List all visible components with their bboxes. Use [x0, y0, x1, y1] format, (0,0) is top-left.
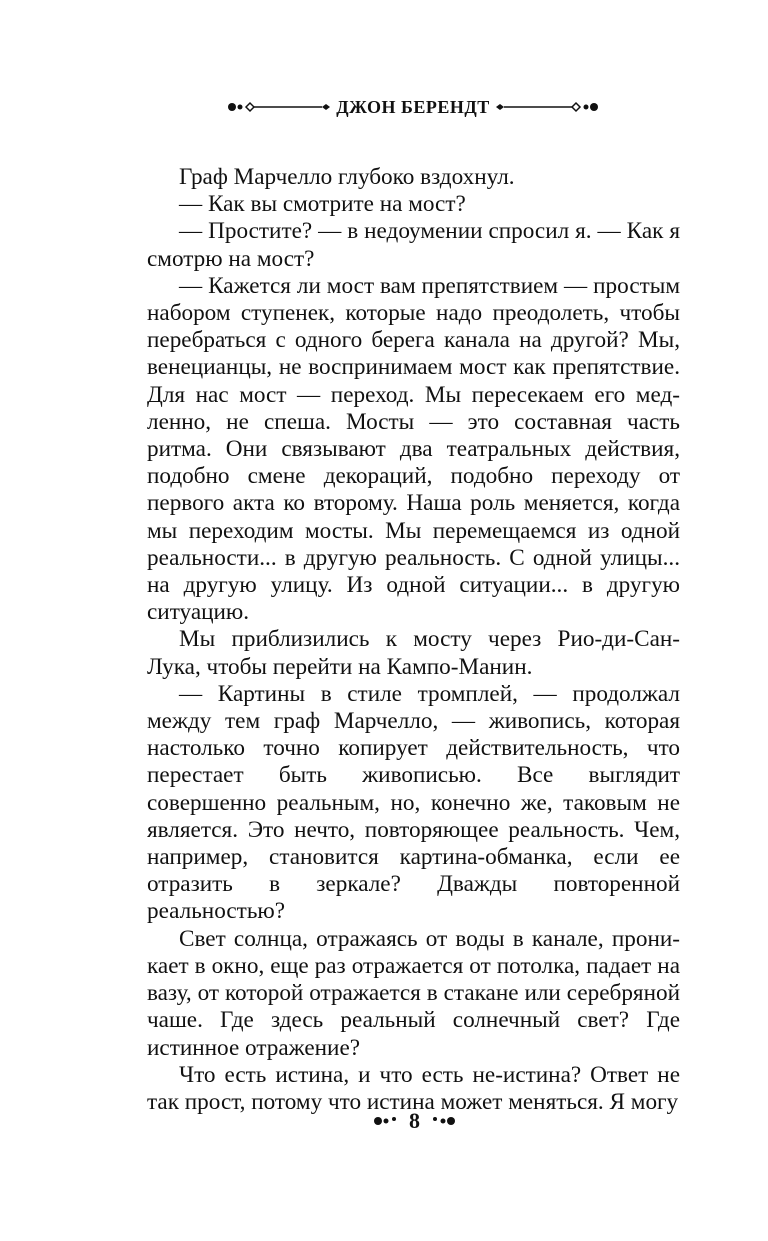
page-number: 8: [409, 1108, 420, 1133]
paragraph: Мы приблизились к мосту через Рио-ди-Сан-Лука, чтобы перейти на Кампо-Манин.: [147, 626, 680, 680]
paragraph: — Картины в стиле тромплей, — продолжал между тем граф Марчелло, — живопись, которая настолько точно копирует действительность, что перестает быть живописью. Все выглядит совершенно реальным, но, конечно же, таковым не является. Это нечто, повторяющее реальность. Чем, например, становится картина-обманка, если ее отразить в зеркале? Дважды повторенной реальностью?: [147, 680, 680, 925]
paragraph: Свет солнца, отражаясь от воды в канале, проникает в окно, еще раз отражается от потолка, падает на вазу, от которой отражается в стакане или серебряной чаше. Где здесь реальный солнечный свет? Где истинное отражение?: [147, 925, 680, 1061]
right-footer-ornament-icon: [425, 1106, 465, 1136]
paragraph: Что есть истина, и что есть не-истина? Ответ не так прост, потому что истина может меняться. Я могу: [147, 1061, 680, 1115]
paragraph: — Кажется ли мост вам препятствием — простым набором ступенек, которые надо преодолеть, чтобы перебраться с одного берега канала на другой? Мы, венецианцы, не воспринимаем мост как препятствие. Для нас мост — переход. Мы пересекаем его медленно, не спеша. Мосты — это составная часть ритма. Они связывают два театральных действия, подобно смене декораций, подобно переходу от первого акта ко второму. Наша роль меняется, когда мы переходим мосты. Мы перемещаемся из одной реальности... в другую реальность. С одной улицы... на другую улицу. Из одной ситуации... в другую ситуацию.: [147, 272, 680, 626]
page-footer: [0, 1106, 768, 1136]
right-flourish-ornament-icon: [492, 94, 600, 120]
left-footer-ornament-icon: [364, 1106, 404, 1136]
page-body: [147, 164, 680, 1116]
paragraph: — Как вы смотрите на мост?: [179, 191, 466, 218]
paragraph: Граф Марчелло глубоко вздохнул.: [179, 164, 515, 190]
author-name: ДЖОН БЕРЕНДТ: [336, 97, 490, 117]
running-header: [0, 94, 768, 120]
paragraph: — Простите? — в недоумении спросил я. — Как я смотрю на мост?: [147, 218, 680, 272]
left-flourish-ornament-icon: [226, 94, 334, 120]
